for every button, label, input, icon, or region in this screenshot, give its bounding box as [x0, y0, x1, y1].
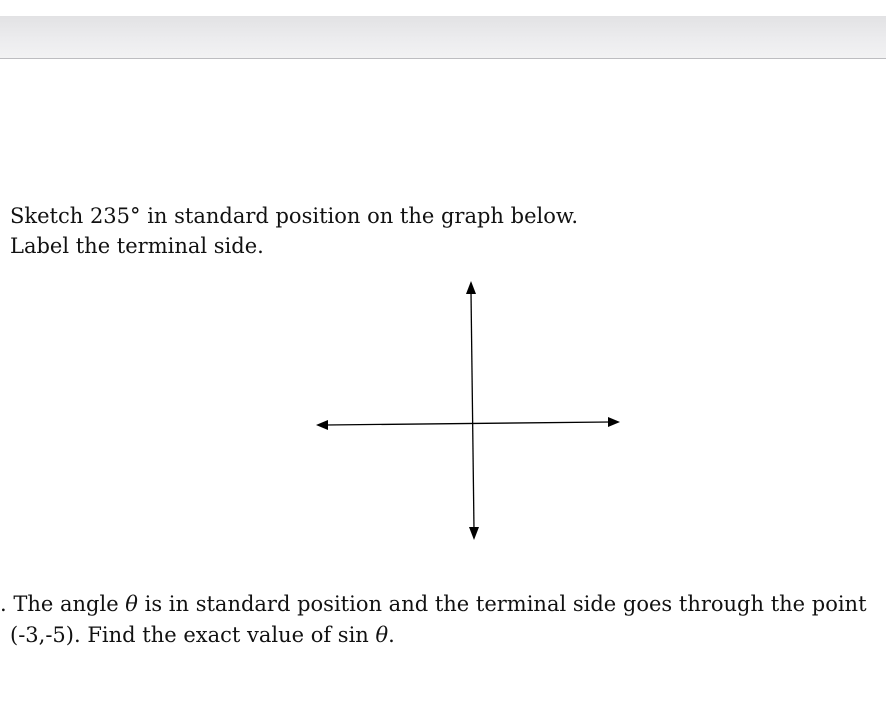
theta-symbol: θ: [125, 592, 138, 616]
x-axis-left-arrow: [316, 420, 328, 430]
problem-2-lead: . The angle: [0, 592, 126, 616]
x-axis-right-arrow: [608, 417, 620, 427]
y-axis-bottom-arrow: [469, 527, 479, 540]
top-margin: [0, 0, 886, 16]
problem-2-statement-line-1: [0, 589, 867, 619]
problem-2-question: (-3,-5). Find the exact value of sin: [10, 623, 376, 647]
viewer-toolbar: [0, 16, 886, 59]
problem-2-statement-line-2: [10, 620, 395, 650]
x-axis: [326, 422, 610, 425]
problem-1-subinstruction: Label the terminal side.: [10, 234, 264, 258]
y-axis: [471, 292, 474, 530]
theta-symbol-2: θ: [375, 623, 389, 647]
problem-2-rest: is in standard position and the terminal side goes through the point: [137, 592, 867, 616]
y-axis-top-arrow: [466, 281, 476, 294]
problem-1-instruction: Sketch 235° in standard position on the graph below.: [10, 204, 579, 228]
problem-2-period: .: [388, 623, 395, 647]
